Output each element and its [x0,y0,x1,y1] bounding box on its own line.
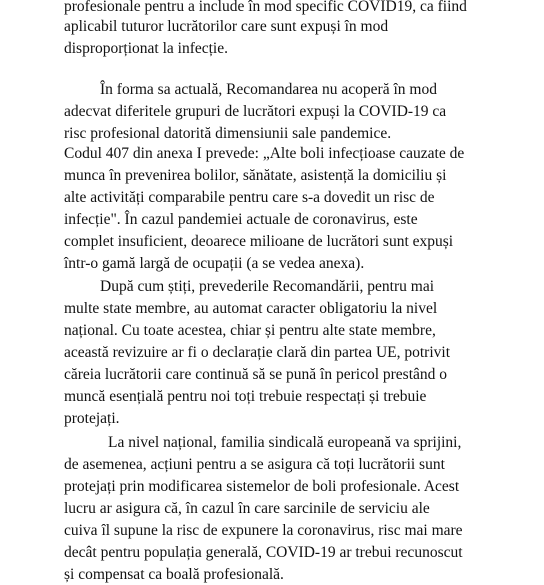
text-line: și compensat ca boală profesională. [64,566,284,583]
text-line: aplicabil tuturor lucrătorilor care sunt expuși în mod [64,18,389,35]
text-line: infecție". În cazul pandemiei actuale de coronavirus, este [64,211,418,228]
text-line: această revizuire ar fi o declarație clară din partea UE, potrivit [64,344,450,361]
text-line: de asemenea, acțiuni pentru a se asigura că toți lucrătorii sunt [64,456,445,473]
text-line: național. Cu toate acestea, chiar și pentru alte state membre, [64,322,436,339]
text-line: protejați prin modificarea sistemelor de boli profesionale. Acest [64,478,460,495]
text-line: cuiva îl supune la risc de expunere la coronavirus, risc mai mare [64,522,463,539]
text-line: Codul 407 din anexa I prevede: „Alte boli infecțioase cauzate de [64,145,465,162]
text-line: munca în prevenirea bolilor, sănătate, asistență la domiciliu și [64,167,447,184]
text-line: multe state membre, au automat caracter obligatoriu la nivel [64,300,438,317]
text-line: disproporționat la infecție. [64,40,228,57]
text-line: într-o gamă largă de ocupații (a se vedea anexa). [64,255,365,272]
text-line: muncă esențială pentru noi toți trebuie respectați și trebuie [64,388,427,405]
text-line: profesionale pentru a include în mod specific COVID19, ca fiind [64,0,467,15]
text-line: alte activități comparabile pentru care s-a dovedit un risc de [64,189,435,206]
text-line: risc profesional datorită dimensiunii sale pandemice. [64,125,392,142]
text-line: protejați. [64,410,120,427]
text-line: adecvat diferitele grupuri de lucrători expuși la COVID-19 ca [64,103,447,120]
text-line: După cum știți, prevederile Recomandării, pentru mai [100,278,434,295]
text-line: La nivel național, familia sindicală europeană va sprijini, [108,434,462,451]
text-line: complet insuficient, deoarece milioane de lucrători sunt expuși [64,233,454,250]
text-line: lucru ar asigura că, în cazul în care sarcinile de serviciu ale [64,500,430,517]
text-line: căreia lucrătorii care continuă să se pună în pericol prestând o [64,366,448,383]
text-line: În forma sa actuală, Recomandarea nu acoperă în mod [100,81,437,98]
text-line: decât pentru populația generală, COVID-19 ar trebui recunoscut [64,544,463,561]
